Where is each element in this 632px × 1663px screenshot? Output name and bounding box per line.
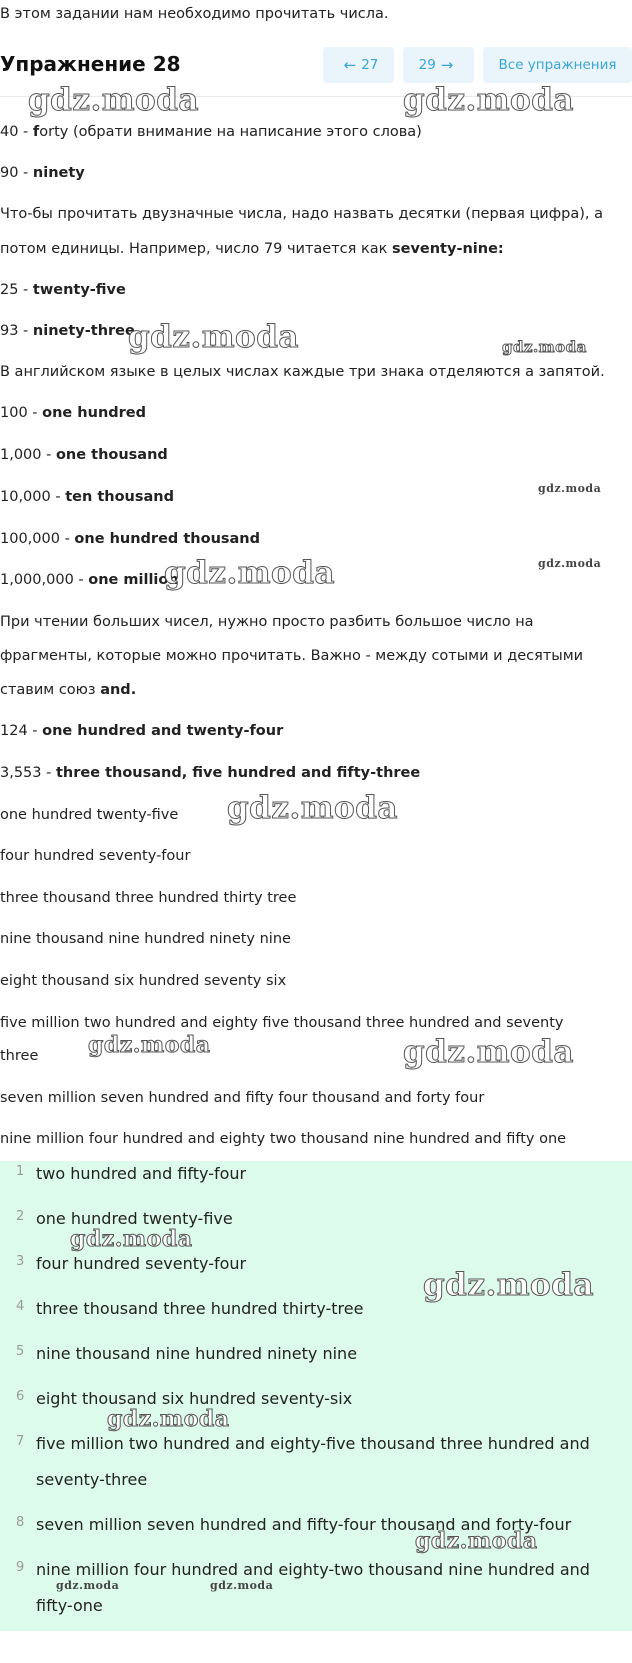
answer-number: 1 (16, 1164, 25, 1179)
answer-text: two hundred and fifty-four (36, 1164, 247, 1183)
answer-text: nine million four hundred and eighty-two thousand nine hundred and (36, 1560, 590, 1579)
example-1000: 1,000 - one thousand (0, 447, 168, 463)
watermark: gdz.moda (403, 1034, 574, 1070)
watermark: gdz.moda (415, 1528, 538, 1554)
watermark: gdz.moda (88, 1032, 211, 1058)
answer-text: nine thousand nine hundred ninety nine (36, 1344, 358, 1363)
forty-line: 40 - forty (обрати внимание на написание этого слова) (0, 124, 422, 140)
watermark: gdz.moda (164, 555, 335, 591)
arrow-right-icon: → (440, 56, 454, 74)
next-exercise-button[interactable] (403, 47, 474, 83)
example-1000000: 1,000,000 - one million (0, 572, 179, 588)
watermark: gdz.moda (502, 338, 587, 356)
intro-text: В этом задании нам необходимо прочитать числа. (0, 6, 389, 22)
watermark: gdz.moda (70, 1226, 193, 1252)
watermark: gdz.moda (227, 790, 398, 826)
solution-line: seven million seven hundred and fifty four thousand and forty four (0, 1090, 485, 1106)
prev-exercise-label: 27 (361, 57, 379, 73)
watermark: gdz.moda (128, 319, 299, 355)
example-25: 25 - twenty-five (0, 282, 126, 298)
solution-line: four hundred seventy-four (0, 848, 191, 864)
example-100000: 100,000 - one hundred thousand (0, 531, 261, 547)
solution-line: nine million four hundred and eighty two thousand nine hundred and fifty one (0, 1131, 567, 1147)
two-digit-rule-line1: Что-бы прочитать двузначные числа, надо назвать десятки (первая цифра), а (0, 206, 603, 222)
example-124: 124 - one hundred and twenty-four (0, 723, 284, 739)
all-exercises-button[interactable] (483, 47, 632, 83)
example-100: 100 - one hundred (0, 405, 147, 421)
solution-line: nine thousand nine hundred ninety nine (0, 931, 291, 947)
comma-rule: В английском языке в целых числах каждые три знака отделяются а запятой. (0, 364, 605, 380)
watermark: gdz.moda (538, 557, 602, 570)
answer-number: 8 (16, 1515, 25, 1530)
answer-number: 7 (16, 1434, 25, 1449)
example-3553: 3,553 - three thousand, five hundred and fifty-three (0, 765, 421, 781)
watermark: gdz.moda (423, 1267, 594, 1303)
prev-exercise-button[interactable] (323, 47, 394, 83)
answer-text-continued: fifty-one (36, 1596, 103, 1615)
watermark: gdz.moda (56, 1579, 120, 1592)
next-exercise-label: 29 (418, 57, 436, 73)
all-exercises-label: Все упражнения (498, 57, 617, 73)
solution-line: eight thousand six hundred seventy six (0, 973, 287, 989)
page-title: Упражнение 28 (0, 52, 181, 76)
answer-number: 2 (16, 1209, 25, 1224)
answer-text: eight thousand six hundred seventy-six (36, 1389, 353, 1408)
watermark: gdz.moda (107, 1406, 230, 1432)
answer-text: three thousand three hundred thirty-tree (36, 1299, 364, 1318)
answer-text: four hundred seventy-four (36, 1254, 247, 1273)
answer-text: seven million seven hundred and fifty-four thousand and forty-four (36, 1515, 572, 1534)
answer-number: 5 (16, 1344, 25, 1359)
solution-line: three (0, 1048, 39, 1064)
answer-number: 9 (16, 1560, 25, 1575)
answer-number: 6 (16, 1389, 25, 1404)
arrow-left-icon: ← (343, 56, 357, 74)
answer-text: five million two hundred and eighty-five thousand three hundred and (36, 1434, 590, 1453)
answer-number: 4 (16, 1299, 25, 1314)
watermark: gdz.moda (403, 82, 574, 118)
big-number-rule-line3: ставим союз and. (0, 682, 137, 698)
solution-line: one hundred twenty-five (0, 807, 179, 823)
two-digit-rule-line2: потом единицы. Например, число 79 читается как seventy-nine: (0, 241, 504, 257)
solution-line: five million two hundred and eighty five thousand three hundred and seventy (0, 1015, 564, 1031)
big-number-rule-line1: При чтении больших чисел, нужно просто разбить большое число на (0, 614, 534, 630)
watermark: gdz.moda (210, 1579, 274, 1592)
big-number-rule-line2: фрагменты, которые можно прочитать. Важно - между сотыми и десятыми (0, 648, 584, 664)
solution-line: three thousand three hundred thirty tree (0, 890, 297, 906)
answer-text: one hundred twenty-five (36, 1209, 233, 1228)
watermark: gdz.moda (28, 82, 199, 118)
ninety-line: 90 - ninety (0, 165, 85, 181)
example-10000: 10,000 - ten thousand (0, 489, 174, 505)
watermark: gdz.moda (538, 482, 602, 495)
answer-text-continued: seventy-three (36, 1470, 148, 1489)
answer-number: 3 (16, 1254, 25, 1269)
example-93: 93 - ninety-three (0, 323, 135, 339)
